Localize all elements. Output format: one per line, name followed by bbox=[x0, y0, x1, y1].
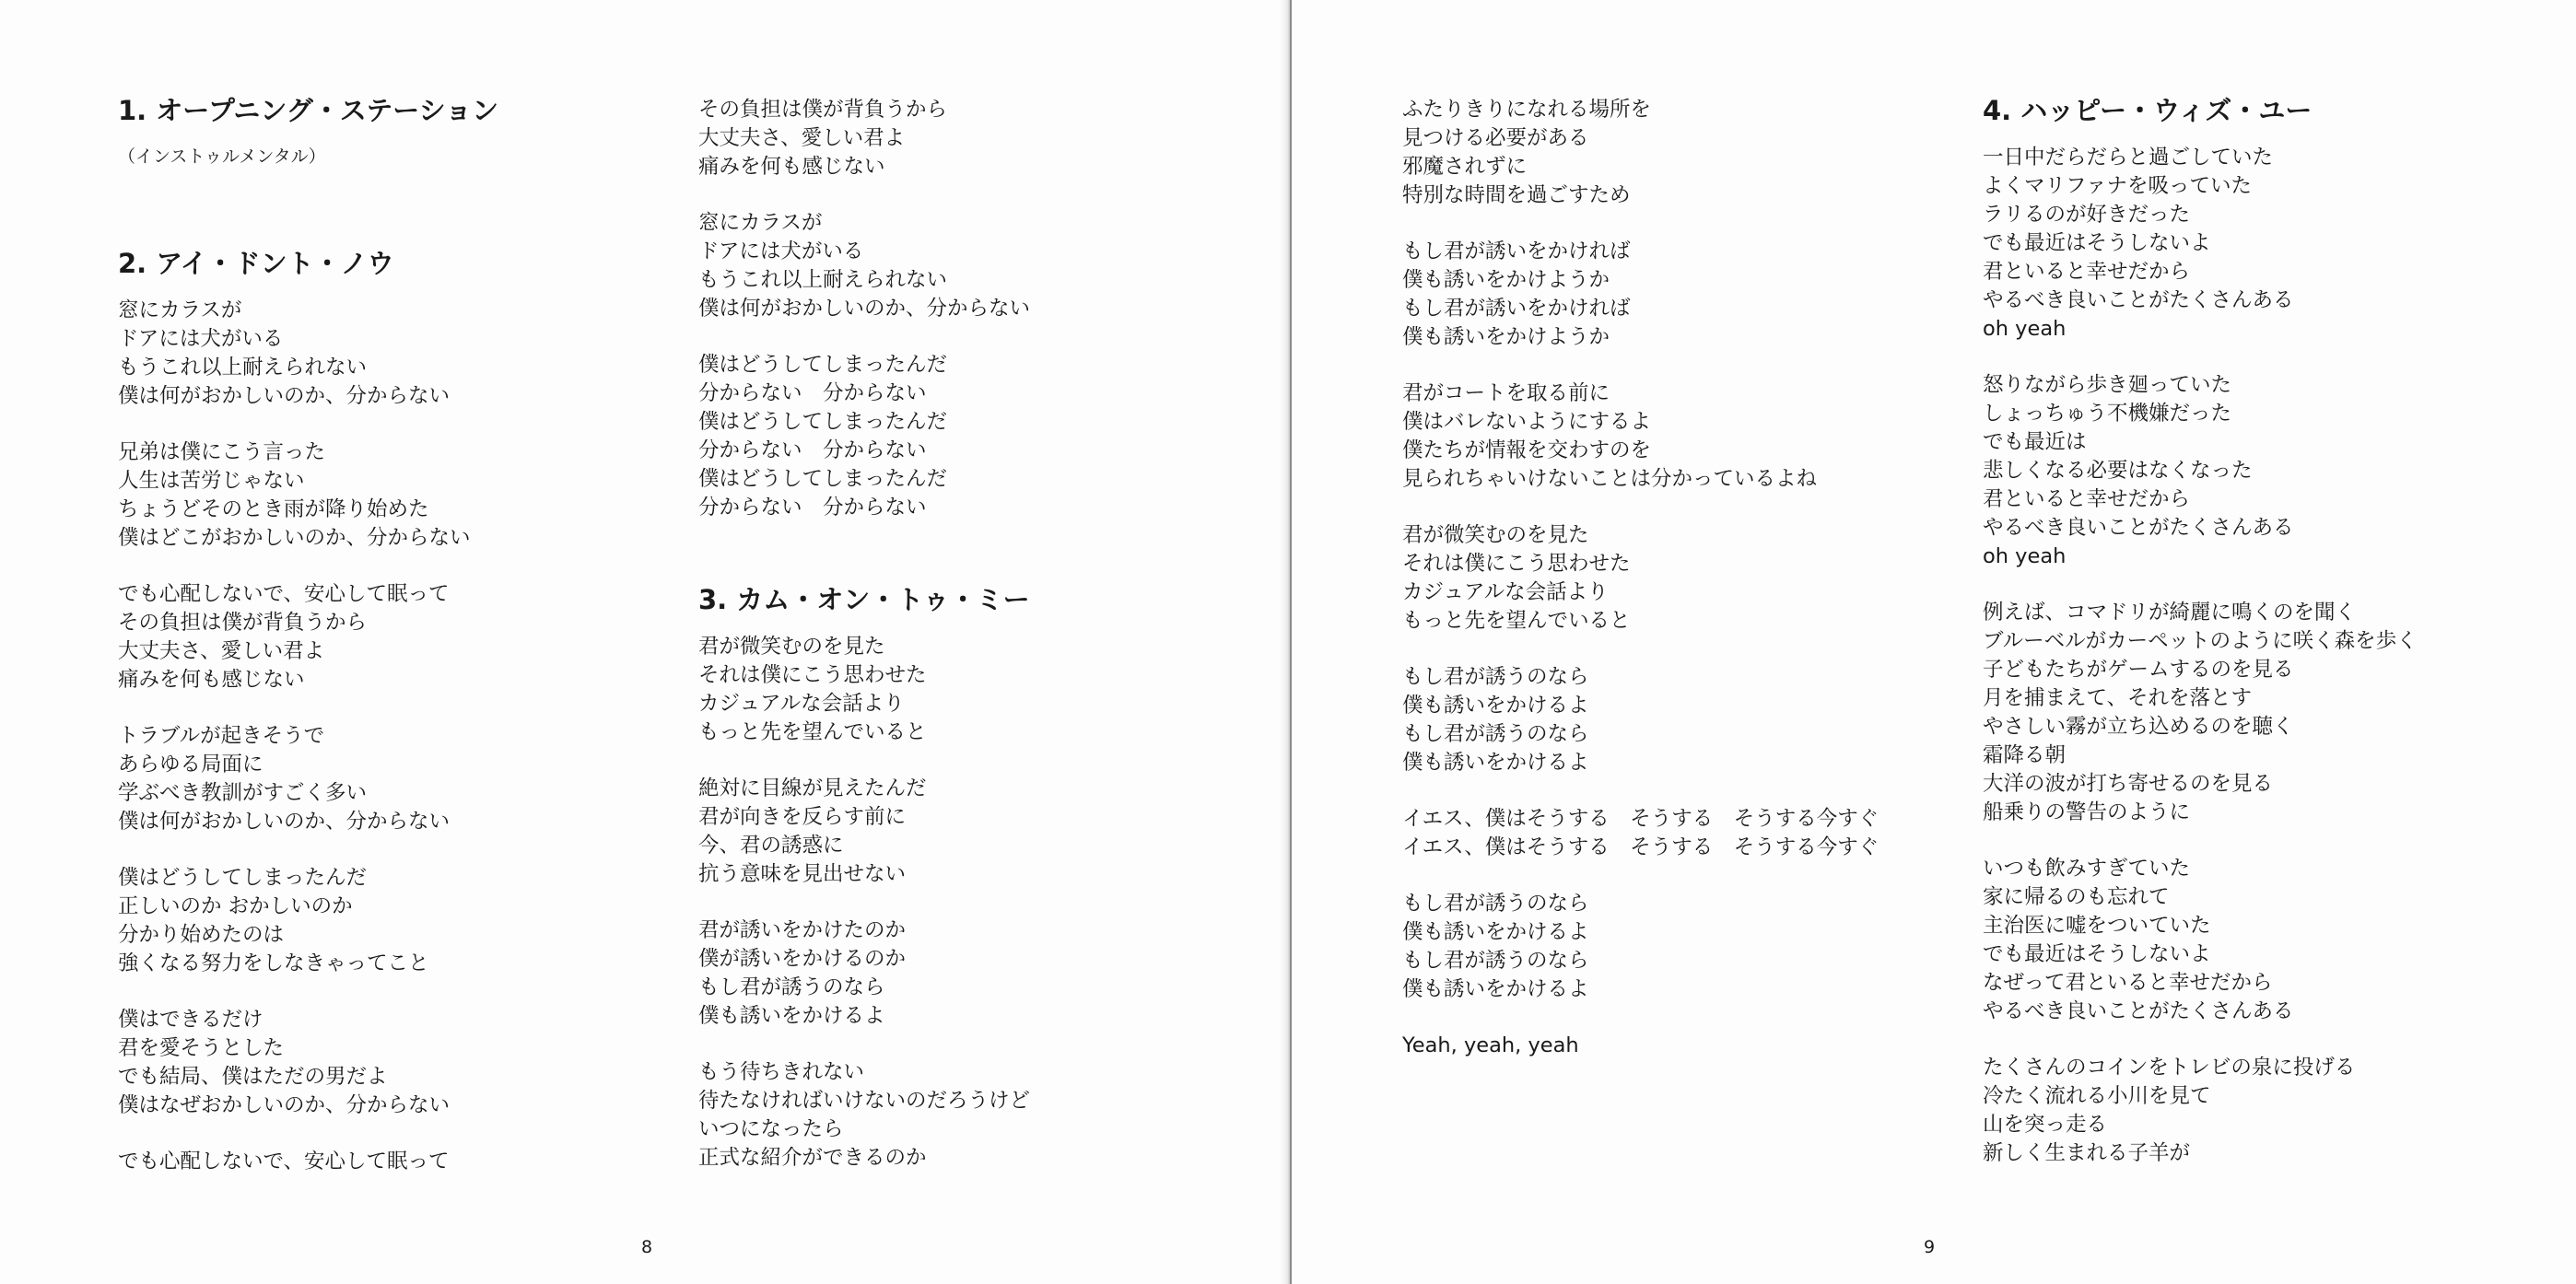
song-title: 1. オープニング・ステーション bbox=[118, 95, 499, 126]
lyric-line: 君が誘いをかけたのか bbox=[698, 918, 907, 942]
lyric-line: カジュアルな会話より bbox=[1402, 580, 1609, 604]
lyric-stanza bbox=[1983, 855, 2535, 1026]
lyric-line: でも最近は bbox=[1983, 430, 2087, 454]
lyric-stanza bbox=[1983, 599, 2535, 827]
lyric-stanza bbox=[118, 1148, 671, 1176]
lyric-line: 抗う意味を見出せない bbox=[698, 862, 907, 886]
lyric-line: トラブルが起きそうで bbox=[118, 724, 325, 748]
lyric-stanza bbox=[1402, 238, 1955, 352]
lyric-line: ドアには犬がいる bbox=[698, 239, 864, 263]
lyric-line: 僕は何がおかしいのか、分からない bbox=[698, 297, 1031, 321]
lyric-stanza bbox=[118, 580, 671, 695]
lyric-stanza bbox=[1402, 663, 1955, 777]
lyric-stanza bbox=[1402, 379, 1955, 494]
lyric-stanza bbox=[118, 438, 671, 553]
lyric-line: 人生は苦労じゃない bbox=[118, 469, 305, 493]
lyric-line: なぜって君といると幸せだから bbox=[1983, 971, 2273, 995]
lyric-stanza bbox=[1983, 371, 2535, 571]
lyric-line: 悲しくなる必要はなくなった bbox=[1983, 459, 2253, 483]
lyric-line: でも心配しないで、安心して眠って bbox=[118, 582, 450, 606]
lyric-line: 大洋の波が打ち寄せるのを見る bbox=[1983, 772, 2274, 796]
lyric-line: やさしい霧が立ち込めるのを聴く bbox=[1983, 715, 2294, 739]
lyric-line: 僕も誘いをかけるよ bbox=[698, 1004, 885, 1028]
lyric-line: 絶対に目線が見えたんだ bbox=[698, 776, 927, 800]
lyric-line: 僕も誘いをかけるよ bbox=[1402, 920, 1589, 944]
lyric-line: カジュアルな会話より bbox=[698, 692, 905, 716]
lyric-line: 僕は何がおかしいのか、分からない bbox=[118, 810, 451, 834]
lyric-line: 一日中だらだらと過ごしていた bbox=[1983, 146, 2274, 169]
lyric-line: 僕も誘いをかけるよ bbox=[1402, 751, 1589, 775]
lyric-line: 君がコートを取る前に bbox=[1402, 381, 1610, 405]
lyric-line: 僕はどうしてしまったんだ bbox=[118, 866, 368, 890]
lyric-stanza bbox=[698, 1058, 1251, 1173]
song-section bbox=[1983, 92, 2535, 1168]
lyric-stanza bbox=[698, 351, 1251, 522]
lyric-line: ふたりきりになれる場所を bbox=[1402, 98, 1652, 122]
lyric-line: 大丈夫さ、愛しい君よ bbox=[698, 126, 906, 150]
lyric-line: 正しいのか おかしいのか bbox=[118, 894, 353, 918]
lyric-stanza bbox=[1402, 521, 1955, 636]
page-right bbox=[1292, 0, 2576, 1284]
lyric-line: 僕はどうしてしまったんだ bbox=[698, 467, 948, 491]
lyric-stanza bbox=[698, 209, 1251, 323]
lyric-line: 今、君の誘惑に bbox=[698, 834, 844, 858]
lyric-line: でも最近はそうしないよ bbox=[1983, 231, 2211, 255]
lyric-line: 見られちゃいけないことは分かっているよね bbox=[1402, 467, 1818, 491]
lyric-line: でも最近はそうしないよ bbox=[1983, 942, 2211, 966]
lyric-line: あらゆる局面に bbox=[118, 753, 263, 776]
lyric-line: 君が向きを反らす前に bbox=[698, 805, 907, 829]
lyric-stanza bbox=[698, 775, 1251, 889]
song-title: 2. アイ・ドント・ノウ bbox=[118, 248, 394, 279]
lyric-stanza bbox=[698, 96, 1251, 181]
lyric-stanza bbox=[118, 1006, 671, 1120]
lyric-line: でも結局、僕はただの男だよ bbox=[118, 1065, 388, 1089]
lyrics-column-3 bbox=[1402, 96, 1955, 1088]
lyric-line: 僕も誘いをかけようか bbox=[1402, 268, 1610, 292]
song-title: 3. カム・オン・トゥ・ミー bbox=[698, 584, 1030, 615]
lyric-stanza bbox=[1402, 1032, 1955, 1060]
lyric-line: やるべき良いことがたくさんある bbox=[1983, 999, 2294, 1023]
lyric-line: 分かり始めたのは bbox=[118, 923, 285, 947]
lyric-line: 痛みを何も感じない bbox=[118, 668, 305, 692]
lyric-line: いつも飲みすぎていた bbox=[1983, 857, 2191, 881]
lyric-line: その負担は僕が背負うから bbox=[118, 611, 368, 635]
lyric-line: ちょうどそのとき雨が降り始めた bbox=[118, 497, 429, 521]
lyric-line: でも心配しないで、安心して眠って bbox=[118, 1150, 450, 1173]
lyric-line: Yeah, yeah, yeah bbox=[1402, 1033, 1579, 1057]
lyric-line: その負担は僕が背負うから bbox=[698, 98, 948, 122]
page-number-right: 9 bbox=[1924, 1237, 1936, 1257]
lyrics-column-4 bbox=[1983, 92, 2535, 1196]
lyric-line: もし君が誘うのなら bbox=[1402, 665, 1589, 689]
lyric-line: いつになったら bbox=[698, 1117, 844, 1141]
lyric-line: 家に帰るのも忘れて bbox=[1983, 885, 2170, 909]
lyric-line: 僕はどこがおかしいのか、分からない bbox=[118, 526, 471, 550]
lyric-stanza bbox=[1402, 890, 1955, 1004]
lyric-stanza bbox=[1402, 805, 1955, 862]
song-title: 4. ハッピー・ウィズ・ユー bbox=[1983, 95, 2313, 126]
lyric-line: 正式な紹介ができるのか bbox=[698, 1146, 927, 1170]
lyric-stanza bbox=[698, 916, 1251, 1031]
song-section bbox=[1402, 96, 1955, 1060]
lyric-line: 山を突っ走る bbox=[1983, 1113, 2108, 1137]
lyric-line: oh yeah bbox=[1983, 317, 2067, 341]
page-number-left: 8 bbox=[641, 1237, 653, 1257]
lyric-line: 僕はどうしてしまったんだ bbox=[698, 353, 948, 377]
lyric-line: もし君が誘いをかければ bbox=[1402, 239, 1631, 263]
song-section bbox=[698, 96, 1251, 522]
lyric-line: 僕たちが情報を交わすのを bbox=[1402, 438, 1652, 462]
lyric-line: 月を捕まえて、それを落とす bbox=[1983, 686, 2253, 710]
lyric-line: もっと先を望んでいると bbox=[1402, 609, 1631, 633]
lyric-line: 大丈夫さ、愛しい君よ bbox=[118, 639, 325, 663]
lyric-line: 待たなければいけないのだろうけど bbox=[698, 1089, 1031, 1113]
lyric-stanza bbox=[118, 864, 671, 978]
lyric-line: しょっちゅう不機嫌だった bbox=[1983, 402, 2232, 426]
lyric-line: イエス、僕はそうする そうする そうする今すぐ bbox=[1402, 835, 1879, 859]
lyric-line: 君といると幸せだから bbox=[1983, 260, 2191, 284]
lyric-line: 僕はできるだけ bbox=[118, 1008, 263, 1032]
lyric-line: もし君が誘いをかければ bbox=[1402, 297, 1631, 321]
lyric-line: 窓にカラスが bbox=[698, 211, 823, 235]
lyric-line: よくマリファナを吸っていた bbox=[1983, 174, 2253, 198]
song-note: （インストゥルメンタル） bbox=[118, 146, 326, 167]
section-gap bbox=[698, 550, 1251, 581]
lyric-line: たくさんのコインをトレビの泉に投げる bbox=[1983, 1056, 2356, 1080]
lyric-line: イエス、僕はそうする そうする そうする今すぐ bbox=[1402, 807, 1879, 831]
lyric-line: 主治医に嘘をついていた bbox=[1983, 914, 2211, 938]
lyric-line: ブルーベルがカーペットのように咲く森を歩く bbox=[1983, 629, 2418, 653]
lyric-line: 君が微笑むのを見た bbox=[698, 635, 885, 659]
lyric-line: 邪魔されずに bbox=[1402, 155, 1528, 179]
lyric-line: 霜降る朝 bbox=[1983, 743, 2067, 767]
lyric-line: 分からない 分からない bbox=[698, 496, 927, 519]
lyric-stanza bbox=[1983, 144, 2535, 344]
lyric-line: やるべき良いことがたくさんある bbox=[1983, 516, 2294, 540]
lyric-line: 子どもたちがゲームするのを見る bbox=[1983, 658, 2294, 682]
lyric-stanza bbox=[1402, 96, 1955, 210]
lyric-line: もし君が誘うのなら bbox=[1402, 892, 1589, 916]
lyric-line: ドアには犬がいる bbox=[118, 327, 284, 351]
lyric-line: それは僕にこう思わせた bbox=[1402, 552, 1631, 576]
lyric-line: 強くなる努力をしなきゃってこと bbox=[118, 951, 429, 975]
lyric-line: 僕は何がおかしいのか、分からない bbox=[118, 384, 451, 408]
song-section bbox=[698, 581, 1251, 1173]
section-gap bbox=[118, 214, 671, 245]
lyric-line: 君が微笑むのを見た bbox=[1402, 523, 1589, 547]
lyrics-column-1 bbox=[118, 92, 671, 1204]
song-section bbox=[118, 92, 671, 169]
lyric-line: 僕が誘いをかけるのか bbox=[698, 947, 907, 971]
lyric-line: 君を愛そうとした bbox=[118, 1036, 285, 1060]
lyric-line: 僕はなぜおかしいのか、分からない bbox=[118, 1093, 451, 1117]
lyric-line: もし君が誘うのなら bbox=[698, 975, 885, 999]
lyric-line: 分からない 分からない bbox=[698, 381, 927, 405]
lyric-stanza bbox=[118, 722, 671, 836]
lyric-line: もうこれ以上耐えられない bbox=[118, 356, 368, 379]
lyric-line: 君といると幸せだから bbox=[1983, 487, 2191, 511]
lyric-line: それは僕にこう思わせた bbox=[698, 663, 927, 687]
lyric-line: 冷たく流れる小川を見て bbox=[1983, 1084, 2211, 1108]
lyric-line: 兄弟は僕にこう言った bbox=[118, 440, 326, 464]
lyric-line: もうこれ以上耐えられない bbox=[698, 268, 948, 292]
lyric-line: 僕も誘いをかけるよ bbox=[1402, 977, 1589, 1001]
lyric-line: 僕はどうしてしまったんだ bbox=[698, 410, 948, 434]
lyric-line: 新しく生まれる子羊が bbox=[1983, 1141, 2191, 1165]
lyrics-column-2 bbox=[698, 96, 1251, 1200]
lyric-line: もう待ちきれない bbox=[698, 1060, 865, 1084]
lyric-line: 怒りながら歩き廻っていた bbox=[1983, 373, 2232, 397]
lyric-line: やるべき良いことがたくさんある bbox=[1983, 288, 2294, 312]
lyric-line: 船乗りの警告のように bbox=[1983, 800, 2191, 824]
lyric-line: 学ぶべき教訓がすごく多い bbox=[118, 781, 368, 805]
lyric-line: 特別な時間を過ごすため bbox=[1402, 183, 1631, 207]
lyric-line: 僕も誘いをかけようか bbox=[1402, 325, 1610, 349]
lyric-line: 僕はバレないようにするよ bbox=[1402, 410, 1652, 434]
lyric-line: 痛みを何も感じない bbox=[698, 155, 885, 179]
lyric-line: もし君が誘うのなら bbox=[1402, 722, 1589, 746]
lyric-line: 例えば、コマドリが綺麗に鳴くのを聞く bbox=[1983, 601, 2357, 624]
song-section bbox=[118, 245, 671, 1176]
lyric-line: 僕も誘いをかけるよ bbox=[1402, 694, 1589, 718]
lyric-line: oh yeah bbox=[1983, 544, 2067, 568]
page-left bbox=[0, 0, 1286, 1284]
lyric-stanza bbox=[1983, 1054, 2535, 1168]
lyric-line: 窓にカラスが bbox=[118, 298, 242, 322]
lyric-stanza bbox=[698, 633, 1251, 747]
lyric-line: もっと先を望んでいると bbox=[698, 720, 927, 744]
lyric-line: 見つける必要がある bbox=[1402, 126, 1589, 150]
lyric-line: ラリるのが好きだった bbox=[1983, 203, 2191, 227]
lyric-line: 分からない 分からない bbox=[698, 438, 927, 462]
lyric-line: もし君が誘うのなら bbox=[1402, 949, 1589, 973]
lyric-stanza bbox=[118, 297, 671, 411]
